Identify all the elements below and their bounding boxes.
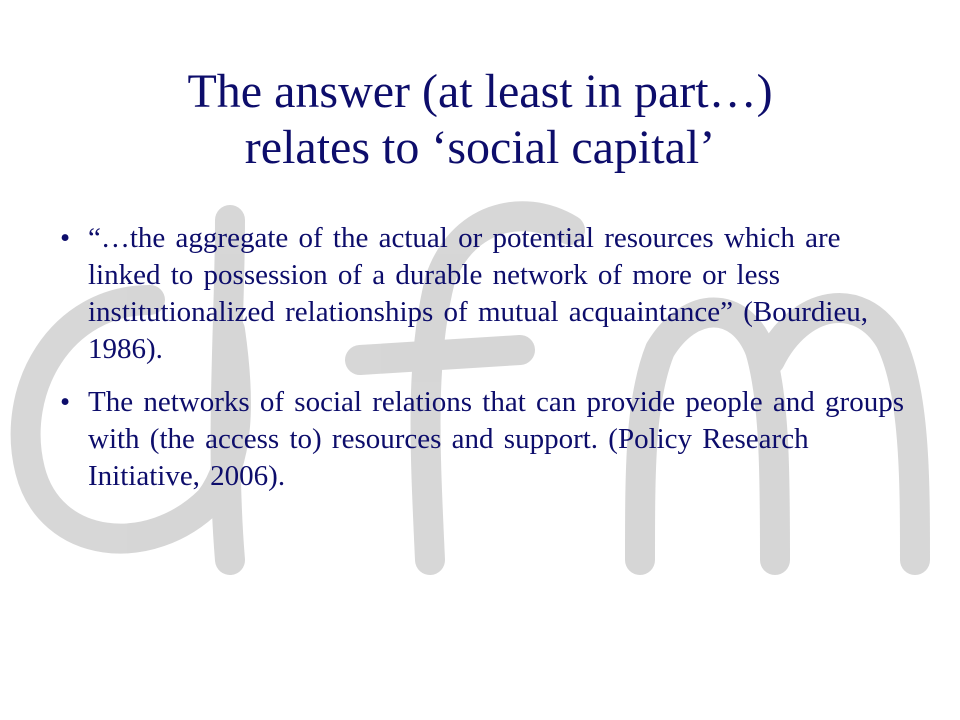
- bullet-dot-icon: •: [60, 222, 71, 254]
- slide-title: [60, 64, 900, 176]
- bullet-list: [60, 220, 920, 511]
- bullet-dot-icon: •: [60, 386, 71, 418]
- slide-title-line-2: relates to ‘social capital’: [244, 121, 716, 174]
- slide-title-line-1: The answer (at least in part…): [187, 65, 773, 118]
- bullet-item-policy-research: [60, 384, 920, 495]
- bullet-text: “…the aggregate of the actual or potential resources which are linked to possession of a durable network of more or less institutionalized relationships of mutual acquaintance” (Bourdieu, 1986).: [88, 222, 869, 365]
- bullet-item-bourdieu-quote: [60, 220, 920, 368]
- bullet-text: The networks of social relations that can provide people and groups with (the access to) resources and support. (Policy Research Initiative, 2006).: [88, 386, 904, 492]
